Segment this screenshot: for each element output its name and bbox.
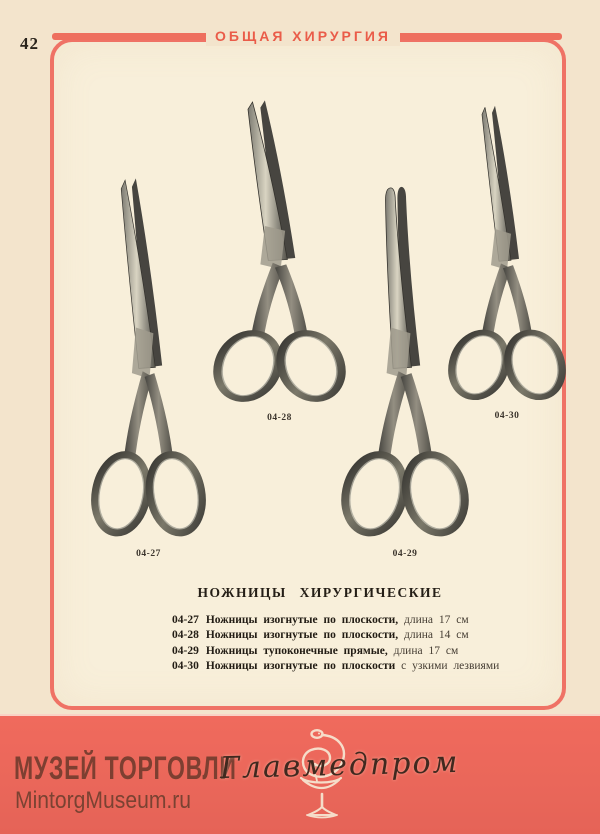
figure-04-30 — [447, 94, 567, 421]
item-code: 04-27 — [172, 614, 199, 626]
list-item — [172, 659, 499, 674]
item-name: Ножницы изогнутые по плоскости — [205, 660, 396, 673]
item-list — [172, 613, 499, 675]
header-rule-right — [392, 33, 562, 40]
list-item — [172, 644, 499, 659]
scissors-curved-icon — [90, 166, 207, 546]
scissors-curved-narrow-icon — [447, 94, 567, 408]
figure-code: 04-27 — [136, 549, 161, 559]
museum-watermark-text: МУЗЕЙ ТОРГОВЛИ — [14, 750, 237, 786]
item-name: Ножницы изогнутые по плоскости, — [205, 629, 399, 642]
item-details: длина 17 см — [404, 614, 469, 626]
figure-code: 04-30 — [494, 411, 520, 421]
item-code: 04-28 — [172, 629, 199, 642]
item-details: длина 17 см — [393, 644, 459, 657]
page-number: 42 — [20, 34, 39, 53]
figure-04-28 — [212, 90, 347, 423]
item-name: Ножницы тупоконечные прямые, — [205, 644, 388, 657]
page-title: ОБЩАЯ ХИРУРГИЯ — [206, 26, 400, 46]
item-name: Ножницы изогнутые по плоскости, — [205, 614, 399, 626]
header-rule-left — [52, 33, 214, 40]
figure-code: 04-29 — [392, 549, 418, 559]
scissors-curved-icon — [212, 90, 347, 410]
item-code: 04-29 — [172, 644, 199, 657]
list-item — [172, 628, 499, 643]
item-details: длина 14 см — [404, 629, 469, 642]
figure-04-27 — [90, 166, 207, 559]
figure-code: 04-28 — [267, 413, 292, 423]
section-title: НОЖНИЦЫ ХИРУРГИЧЕСКИЕ — [197, 585, 443, 600]
item-details: с узкими лезвиями — [401, 660, 500, 673]
museum-watermark-url: MintorgMuseum.ru — [15, 787, 192, 814]
publisher-script-text: Главмедпром — [219, 744, 460, 787]
list-item — [172, 613, 499, 628]
item-code: 04-30 — [172, 660, 199, 673]
